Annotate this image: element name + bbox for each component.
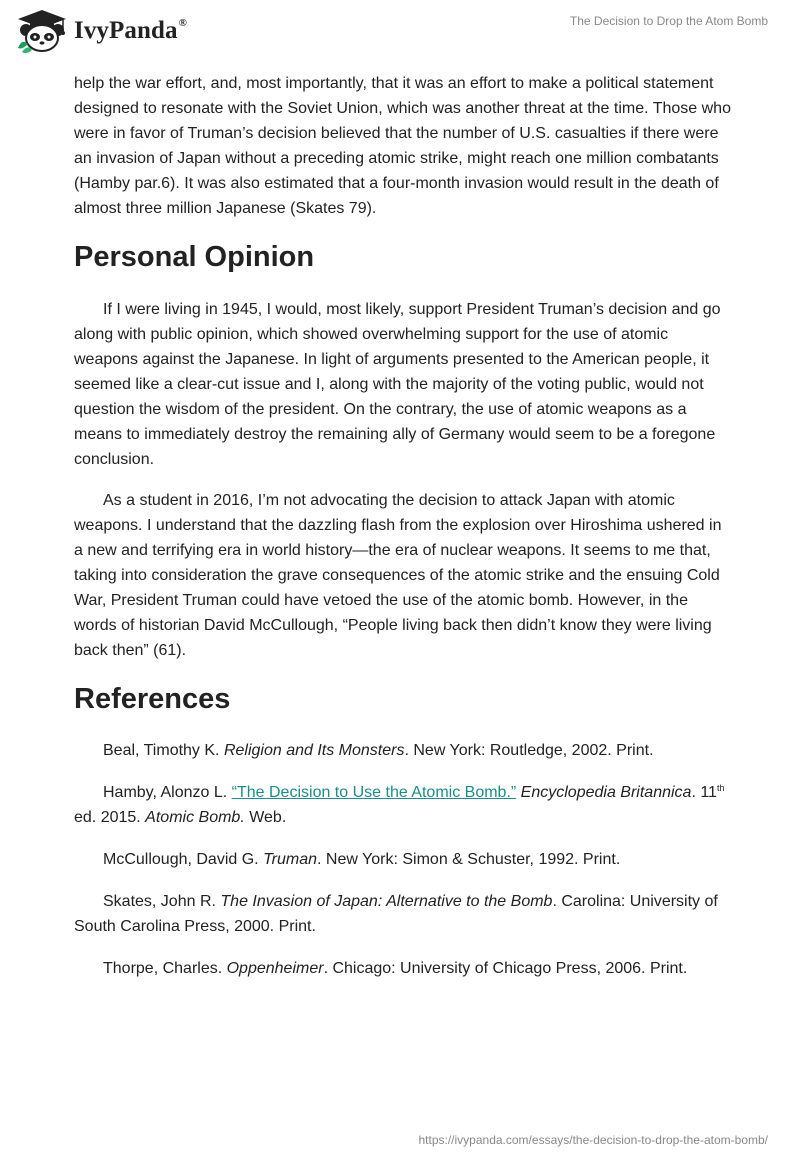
reference-edition-year: ed. 2015. xyxy=(74,809,146,826)
reference-author: Skates, John R. xyxy=(103,893,221,910)
reference-title: Religion and Its Monsters xyxy=(223,742,405,759)
source-url[interactable]: https://ivypanda.com/essays/the-decision-to-drop-the-atom-bomb/ xyxy=(418,1133,768,1147)
reference-edition: . 11 xyxy=(691,784,717,801)
paragraph-opinion-2016: As a student in 2016, I’m not advocating the decision to attack Japan with atomic weapons. I understand that the dazzling flash from the explosion over Hiroshima ushered in a new and terrifying era in world history—the era of nuclear weapons. It seems to me that, taking into consideration the grave consequences of the atomic strike and the ensuing Cold War, President Truman could have vetoed the use of the atomic bomb. However, in the words of historian David McCullough, “People living back then didn’t know they were living back then” (61). xyxy=(74,492,722,659)
paragraph-opinion-1945: If I were living in 1945, I would, most likely, support President Truman’s decision and go along with public opinion, which showed overwhelming support for the use of atomic weapons against the Japanese. In light of arguments presented to the American people, it seemed like a clear-cut issue and I, along with the majority of the voting public, would not question the wisdom of the president. On the contrary, the use of atomic weapons as a means to immediately destroy the remaining ally of Germany would seem to be a foregone conclusion. xyxy=(74,301,721,468)
reference-author: Hamby, Alonzo L. xyxy=(103,784,232,801)
reference-details: . New York: Routledge, 2002. Print. xyxy=(404,742,654,759)
reference-section: Atomic Bomb. xyxy=(145,809,245,826)
reference-title: Encyclopedia Britannica xyxy=(520,784,692,801)
essay-content xyxy=(74,71,734,998)
reference-details: Web. xyxy=(244,809,287,826)
reference-author: Thorpe, Charles. xyxy=(103,960,227,977)
reference-title: Truman xyxy=(263,851,317,868)
reference-details: . Chicago: University of Chicago Press, 2006. Print. xyxy=(323,960,688,977)
reference-title: The Invasion of Japan: Alternative to the Bomb xyxy=(220,893,553,910)
document-title: The Decision to Drop the Atom Bomb xyxy=(569,14,768,28)
reference-item xyxy=(74,956,734,981)
page-header xyxy=(0,0,800,60)
ivypanda-logo[interactable] xyxy=(14,8,187,54)
paragraph-intro-continuation: help the war effort, and, most importantly, that it was an effort to make a political statement designed to resonate with the Soviet Union, which was another threat at the time. Those who were in favor of Truman’s decision believed that the number of U.S. casualties if there were an invasion of Japan without a preceding atomic strike, might reach one million combatants (Hamby par.6). It was also estimated that a four-month invasion would result in the death of almost three million Japanese (Skates 79). xyxy=(74,75,731,217)
heading-references: References xyxy=(74,683,231,715)
reference-item xyxy=(74,780,734,830)
reference-link[interactable]: “The Decision to Use the Atomic Bomb.” xyxy=(231,784,517,801)
logo-text xyxy=(74,17,187,45)
registered-mark: ® xyxy=(178,17,187,29)
reference-item xyxy=(74,889,734,939)
reference-edition-suffix: th xyxy=(716,783,725,793)
reference-details: . Carolina: University of South Carolina Press, 2000. Print. xyxy=(74,893,718,935)
panda-graduate-icon xyxy=(14,8,70,54)
reference-item xyxy=(74,738,734,763)
reference-details: . New York: Simon & Schuster, 1992. Print. xyxy=(317,851,621,868)
reference-author: Beal, Timothy K. xyxy=(103,742,224,759)
reference-title: Oppenheimer xyxy=(226,960,324,977)
logo-name: IvyPanda xyxy=(74,17,178,44)
reference-author: McCullough, David G. xyxy=(103,851,264,868)
reference-item xyxy=(74,847,734,872)
heading-personal-opinion: Personal Opinion xyxy=(74,241,315,273)
